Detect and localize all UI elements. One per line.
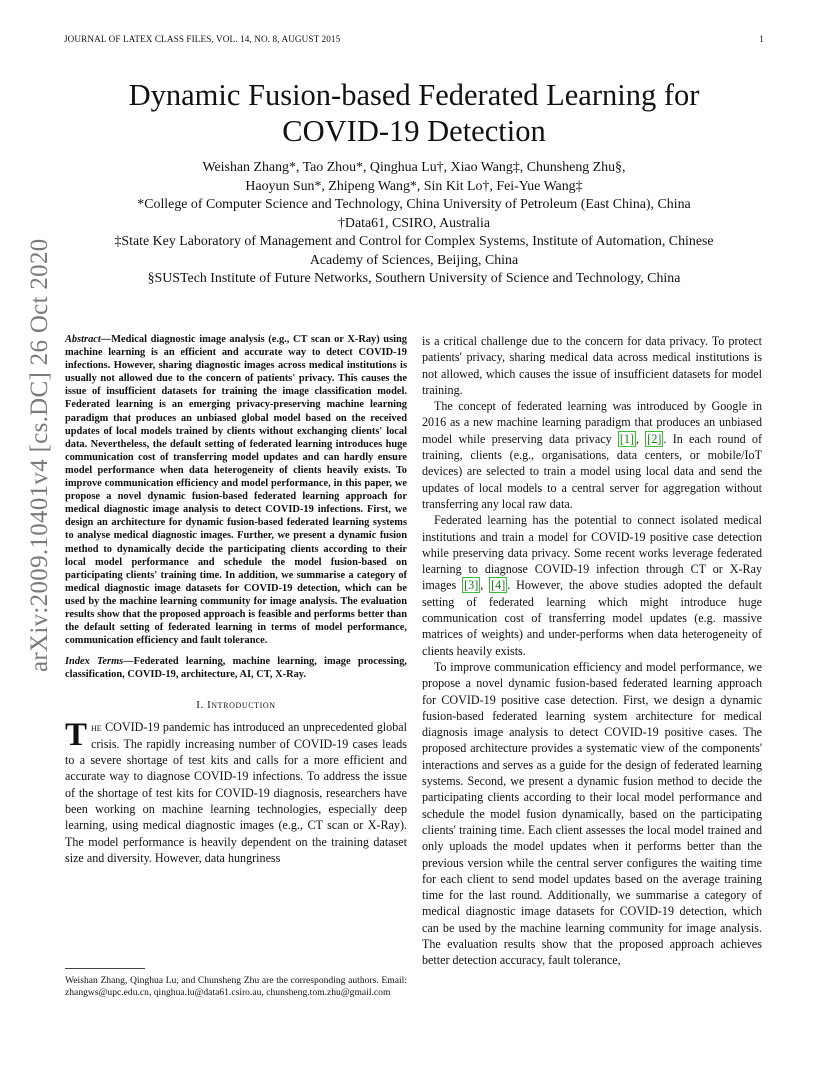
section-title: Introduction <box>207 699 276 712</box>
p3-text-b: . However, the above studies adopted the default setting of federated learning which might introduce huge communication cost of transferring model updates (e.g. massive matrices of weights) and under-performs when data heterogeneity of clients heavily exists. <box>422 578 763 658</box>
intro-paragraph-3 <box>422 512 762 659</box>
corresponding-author-footnote: Weishan Zhang, Qinghua Lu, and Chunsheng Zhu are the corresponding authors. Email: zhangws@upc.edu.cn, qinghua.lu@data61.csiro.au, chunsheng.tom.zhu@gmail.com <box>65 975 407 999</box>
intro-paragraph-1 <box>65 719 407 866</box>
intro-paragraph-4: To improve communication efficiency and model performance, we propose a novel dynamic fusion-based federated learning approach for COVID-19 positive case detection. First, we design a dynamic fusion-based federated learning system architecture for medical diagnosis image analysis to detect COVID-19 positive cases. The proposed architecture provides a systematic view of the components' interactions and serves as a guide for the design of federated learning systems. Second, we present a dynamic fusion method to decide the participating clients according to their local model performance and schedule the model fusion dynamically, based on the participating clients' training time. Each client assesses the local model trained and only uploads the model updates when it performs better than the previous version while the central server configures the waiting time for each client to send model updates based on the average training time for the last round. Additionally, we summarise a category of medical diagnostic image datasets for COVID-19 detection, which can be used by the machine learning community for image analysis. The evaluation results show that the proposed approach achieves better detection accuracy, fault tolerance, <box>422 659 762 968</box>
intro-paragraph-1-continued: is a critical challenge due to the concern for data privacy. To protect patients' privacy, sharing medical data across medical institutions is not allowed, which causes the issue of insufficient datasets for model training. <box>422 334 762 397</box>
index-terms <box>65 655 407 681</box>
affiliation-2: †Data61, CSIRO, Australia <box>337 215 490 231</box>
affiliation-1: *College of Computer Science and Technology, China University of Petroleum (East China), China <box>137 197 691 212</box>
author-line-1: Weishan Zhang*, Tao Zhou*, Qinghua Lu†, Xiao Wang‡, Chunsheng Zhu§, <box>202 160 626 175</box>
intro-p1-text: COVID-19 pandemic has introduced an unprecedented global crisis. The rapidly increasing number of COVID-19 cases leads to a severe shortage of test kits and calls for a more efficient and accurate way to diagnose COVID-19 infections. To address the issue of the shortage of test kits for COVID-19 diagnosis, researchers have been working on machine learning technologies, especially deep learning, using medical diagnostic images (e.g., CT scan or X-Ray). The model performance is heavily dependent on the training dataset size and diversity. However, data hungriness <box>65 720 407 865</box>
right-column <box>422 333 762 969</box>
abstract <box>65 333 407 647</box>
citation-link[interactable]: [4] <box>491 578 506 593</box>
author-line-2: Haoyun Sun*, Zhipeng Wang*, Sin Kit Lo†, Fei-Yue Wang‡ <box>245 178 583 194</box>
p2-sep: , <box>636 431 646 446</box>
author-block <box>40 159 788 289</box>
journal-header: JOURNAL OF LATEX CLASS FILES, VOL. 14, NO. 8, AUGUST 2015 <box>64 34 341 44</box>
p3-text-a: Federated learning has the potential to connect isolated medical institutions and train a model for COVID-19 positive case detection while preserving data privacy. Some recent works leverage federated learning to diagnose COVID-19 infection through CT or X-Ray images <box>422 513 762 593</box>
index-terms-label: Index Terms <box>65 656 124 668</box>
p3-sep: , <box>480 578 490 593</box>
footnote-rule <box>65 968 145 969</box>
abstract-text: —Medical diagnostic image analysis (e.g., CT scan or X-Ray) using machine learning is an efficient and accurate way to detect COVID-19 infections. However, sharing diagnostic images across medical institutions is usually not allowed due to the concern of patients' privacy. This causes the issue of insufficient datasets for training the image classification model. Federated learning is an emerging privacy-preserving machine learning paradigm that produces an unbiased global model based on the received updates of local models trained by clients without exchanging clients' local data. Nevertheless, the default setting of federated learning introduces huge communication cost of transferring model updates and can hardly ensure model performance when data heterogeneity of clients heavily exists. To improve communication efficiency and model performance, in this paper, we propose a novel dynamic fusion-based federated learning approach for medical diagnostic image analysis to detect COVID-19 infections. First, we design an architecture for dynamic fusion-based federated learning systems to analyse medical diagnostic images. Further, we present a dynamic fusion method to dynamically decide the participating clients according to their local model performance and schedule the model fusion-based on participating clients' training time. In addition, we summarise a category of medical diagnostic image datasets for COVID-19 detection, which can be used by the machine learning community for image analysis. The evaluation results show that the proposed approach is feasible and performs better than the default setting of federated learning in terms of model performance, communication efficiency and fault tolerance. <box>65 334 407 647</box>
p2-text-a: The concept of federated learning was introduced by Google in 2016 as a new machine learning paradigm that produces an unbiased model while preserving data privacy <box>422 399 762 446</box>
affiliation-4: §SUSTech Institute of Future Networks, Southern University of Science and Technology, China <box>147 271 681 286</box>
drop-cap-rest: he <box>91 720 102 735</box>
index-terms-text: —Federated learning, machine learning, image processing, classification, COVID-19, architecture, AI, CT, X-Ray. <box>65 656 407 681</box>
p2-text-b: . In each round of training, clients (e.g., organisations, data centers, or mobile/IoT devices) are selected to train a model using local data and send the updates of local models to a central server for aggregation without transferring any local raw data. <box>422 431 763 511</box>
drop-cap: T <box>65 717 88 754</box>
title-line-1: Dynamic Fusion-based Federated Learning for <box>128 78 700 112</box>
paper-title <box>60 77 768 149</box>
title-line-2: COVID-19 Detection <box>282 114 546 148</box>
citation-link[interactable]: [3] <box>464 578 479 593</box>
intro-paragraph-2 <box>422 398 762 512</box>
affiliation-3a: ‡State Key Laboratory of Management and Control for Complex Systems, Institute of Automation, Chinese <box>114 234 714 249</box>
abstract-label: Abstract <box>65 334 101 345</box>
affiliation-3b: Academy of Sciences, Beijing, China <box>309 252 519 268</box>
arxiv-watermark: arXiv:2009.10401v4 [cs.DC] 26 Oct 2020 <box>26 238 53 672</box>
citation-link[interactable]: [1] <box>619 431 634 446</box>
section-number: I. <box>196 699 204 712</box>
section-heading-introduction <box>65 699 407 711</box>
citation-link[interactable]: [2] <box>647 431 662 446</box>
left-column <box>65 333 407 866</box>
running-header <box>64 34 764 48</box>
page-number: 1 <box>759 34 764 44</box>
